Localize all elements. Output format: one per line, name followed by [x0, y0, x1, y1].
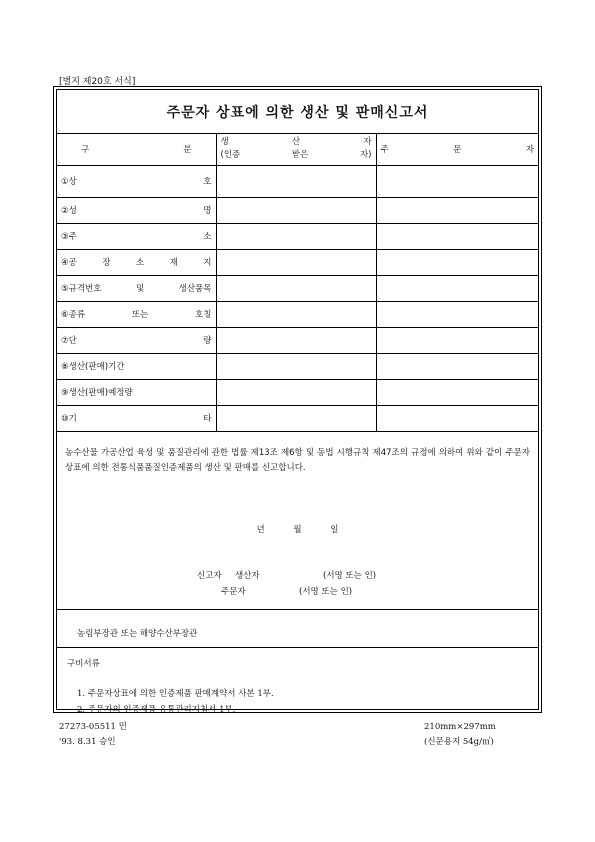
minister-addressee: 농림부장관 또는 해양수산부장관: [77, 629, 198, 639]
header-category: 구 분: [57, 133, 216, 165]
row-label: ⑧생산(판매)기간: [57, 353, 216, 379]
table-row: [57, 301, 538, 327]
approval-date: '93. 8.31 승인: [59, 737, 116, 747]
producer-signature[interactable]: (서명 또는 인): [323, 571, 377, 581]
producer-cell[interactable]: [216, 353, 376, 379]
table-row: [57, 405, 538, 431]
orderer-cell[interactable]: [376, 197, 538, 223]
row-label: ⑨생산(판매)예정량: [57, 379, 216, 405]
footer-left: [59, 720, 127, 750]
producer-cell[interactable]: [216, 197, 376, 223]
table-header-row: [57, 133, 538, 165]
orderer-cell[interactable]: [376, 223, 538, 249]
header-orderer: 주 문 자: [376, 133, 538, 165]
date-line: 년 월 일: [256, 525, 339, 535]
producer-cell[interactable]: [216, 327, 376, 353]
title-box: [57, 90, 538, 134]
row-label: ③주 소: [57, 223, 216, 249]
orderer-cell[interactable]: [376, 249, 538, 275]
declaration-text: 농수산물 가공산업 육성 및 품질관리에 관한 법률 제13조 제6항 및 동법 시행규칙 제47조의 규정에 의하여 위와 같이 주문자상표에 의한 전통식품품질인증제품의 생산 및 판매를 신고합니다.: [65, 448, 530, 473]
table-row: [57, 197, 538, 223]
header-producer: 생 산 자 (인증 받은 자): [216, 133, 376, 165]
list-item: 1. 주문자상표에 의한 인증제품 판매계약서 사본 1부.: [77, 689, 274, 699]
row-label: ⑩기 타: [57, 405, 216, 431]
table-row: [57, 223, 538, 249]
orderer-cell[interactable]: [376, 327, 538, 353]
producer-cell[interactable]: [216, 379, 376, 405]
form-body: [56, 89, 539, 715]
producer-cell[interactable]: [216, 275, 376, 301]
producer-cell[interactable]: [216, 405, 376, 431]
producer-cell[interactable]: [216, 223, 376, 249]
divider: [57, 647, 538, 648]
form-reference: [별지 제20호 서식]: [59, 77, 136, 87]
paper-size: 210mm×297mm: [424, 722, 496, 732]
required-docs-list: [77, 686, 274, 718]
reporter-block: [197, 568, 376, 600]
orderer-cell[interactable]: [376, 301, 538, 327]
paper-type: (신문용지 54g/㎡): [424, 737, 494, 747]
orderer-cell[interactable]: [376, 353, 538, 379]
footer-right: [424, 720, 496, 750]
form-code: 27273-05511 민: [59, 722, 127, 732]
reporter-label: 신고자: [197, 571, 222, 581]
row-label: ⑦단 량: [57, 327, 216, 353]
table-row: [57, 249, 538, 275]
orderer-cell[interactable]: [376, 405, 538, 431]
report-table: [57, 133, 538, 432]
orderer-cell[interactable]: [376, 275, 538, 301]
orderer-cell[interactable]: [376, 379, 538, 405]
form-title: 주문자 상표에 의한 생산 및 판매신고서: [166, 104, 429, 121]
table-row: [57, 327, 538, 353]
table-row: [57, 275, 538, 301]
table-row: [57, 353, 538, 379]
row-label: ⑥종류 또는 호칭: [57, 301, 216, 327]
orderer-cell[interactable]: [376, 165, 538, 197]
orderer-label: 주문자: [221, 587, 246, 597]
row-label: ④공 장 소 재 지: [57, 249, 216, 275]
table-row: [57, 165, 538, 197]
row-label: ⑤규격번호 및 생산품목: [57, 275, 216, 301]
producer-cell[interactable]: [216, 301, 376, 327]
divider: [57, 609, 538, 610]
list-item: 2. 주문자의 인증제품 유통관리지침서 1부.: [77, 705, 236, 715]
row-label: ②성 명: [57, 197, 216, 223]
orderer-signature[interactable]: (서명 또는 인): [299, 587, 353, 597]
producer-cell[interactable]: [216, 165, 376, 197]
producer-cell[interactable]: [216, 249, 376, 275]
required-docs-title: 구비서류: [67, 659, 100, 669]
table-row: [57, 379, 538, 405]
row-label: ①상 호: [57, 165, 216, 197]
producer-label: 생산자: [235, 571, 260, 581]
